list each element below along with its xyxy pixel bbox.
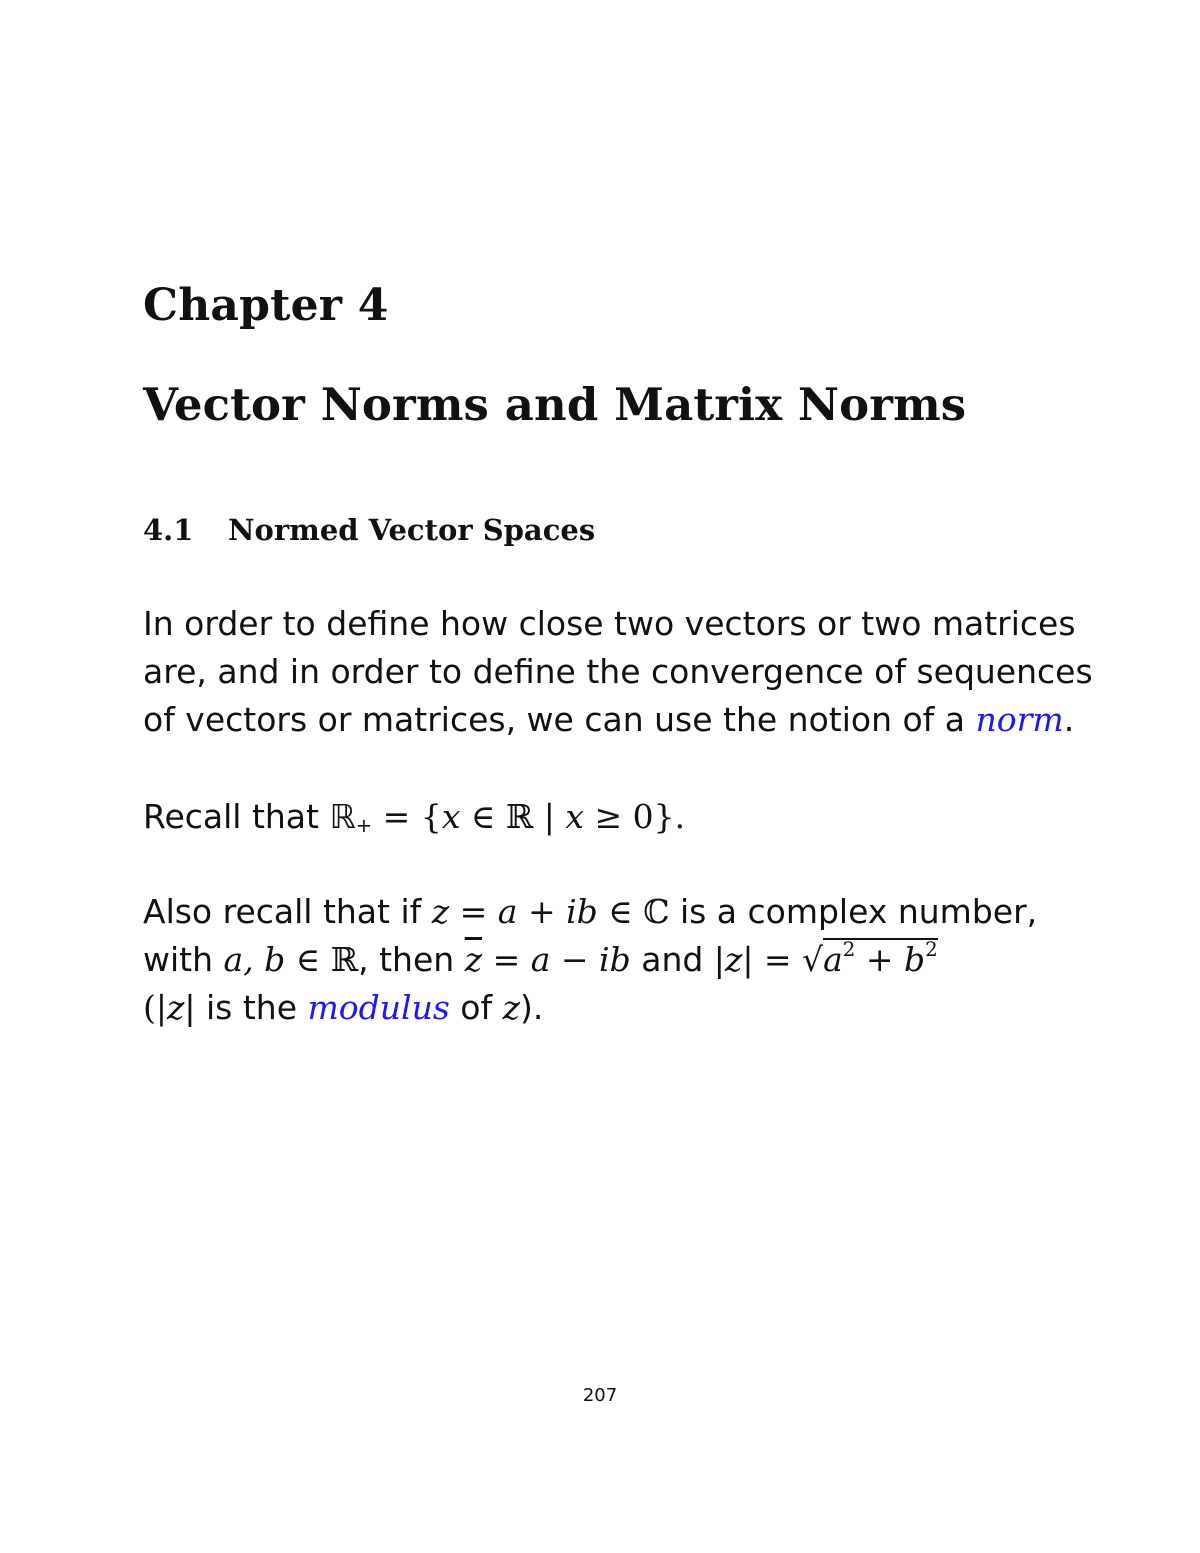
chapter-title: Vector Norms and Matrix Norms [143,378,967,431]
text-run: , then [358,940,465,979]
math-symbol: = { [372,797,442,836]
math-variable: z [724,940,743,979]
section-heading [143,515,595,547]
math-variable: a [823,940,843,979]
math-symbol: ∈ ℝ | [460,797,566,836]
page-number: 207 [582,1385,618,1406]
math-symbol: = [482,940,531,979]
text-run: | is the [184,988,308,1027]
math-symbol: = [449,892,498,931]
math-symbol: − [550,940,600,979]
math-variable: a [530,940,551,979]
math-exponent: 2 [842,938,856,962]
paragraph-line [143,793,1073,841]
paragraph-line [143,888,1073,936]
math-variable: a, b [223,940,286,979]
math-symbol: + [517,892,567,931]
math-exponent: 2 [925,938,938,962]
text-run: Recall that [143,797,330,836]
math-subscript: + [355,813,373,837]
paragraph-line [143,936,1073,984]
math-variable: x [441,797,461,836]
math-variable: a [497,892,518,931]
radicand [823,938,938,979]
math-variable: z [431,892,450,931]
sqrt-radicand [823,936,938,984]
math-symbol: ∈ ℂ [597,892,670,931]
math-symbol: ℝ [329,797,356,836]
math-symbol: + [855,940,905,979]
text-run: ). [519,988,544,1027]
text-run: with [143,940,224,979]
math-symbol: (| [143,988,167,1027]
math-conjugate: $\overline{z}$ [464,940,483,979]
math-variable: ib [599,940,631,979]
text-run: Also recall that if [143,892,432,931]
paragraph-nonneg-reals [143,793,1073,841]
paragraph-norm-intro [143,600,1093,744]
math-variable: ib [566,892,598,931]
paragraph-complex-modulus [143,888,1073,1032]
math-variable: x [565,797,584,836]
math-symbol: ≥ 0}. [584,797,686,836]
chapter-label: Chapter 4 [143,280,389,331]
text-run: of [449,988,503,1027]
term-norm: norm [975,700,1064,739]
text-run: . [1063,700,1075,739]
math-variable: z [502,988,520,1027]
math-variable: b [904,940,926,979]
section-number: 4.1 [143,513,194,547]
section-title: Normed Vector Spaces [228,513,596,547]
math-variable: z [167,988,185,1027]
term-modulus: modulus [307,988,450,1027]
paragraph-line: In order to define how close two vectors or two matrices [143,604,1076,643]
paragraph-line [143,984,1073,1032]
text-run: is a complex number, [669,892,1038,931]
paragraph-line [143,696,1073,744]
text-run: and | [630,940,725,979]
paragraph-line: are, and in order to define the convergence of sequences [143,652,1093,691]
math-symbol: ∈ ℝ [285,940,359,979]
text-run: of vectors or matrices, we can use the notion of a [143,700,976,739]
math-symbol: | = √ [742,940,824,979]
